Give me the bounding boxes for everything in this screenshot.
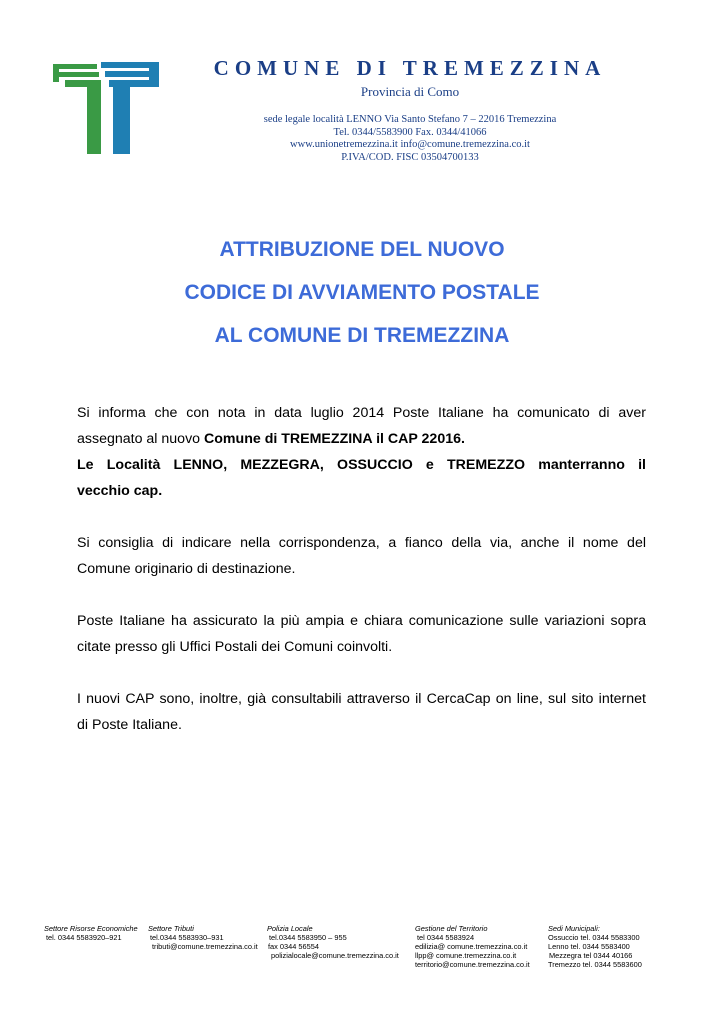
footer-col-line: Tremezzo tel. 0344 5583600 bbox=[548, 960, 642, 969]
footer-col-polizia bbox=[267, 924, 399, 960]
footer-offices bbox=[0, 924, 724, 974]
paragraph-3-line-2: citate presso gli Uffici Postali dei Comuni coinvolti. bbox=[77, 639, 393, 655]
footer-col-line: llpp@ comune.tremezzina.co.it bbox=[415, 951, 517, 960]
new-cap-statement: Comune di TREMEZZINA il CAP 22016. bbox=[204, 431, 465, 447]
title-line-2: CODICE DI AVVIAMENTO POSTALE bbox=[184, 281, 540, 304]
municipality-name: COMUNE DI TREMEZZINA bbox=[213, 56, 607, 80]
title-line-1: ATTRIBUZIONE DEL NUOVO bbox=[219, 238, 505, 261]
footer-col-line: tel. 0344 5583920–921 bbox=[46, 933, 122, 942]
footer-col-line: fax 0344 56554 bbox=[268, 942, 319, 951]
footer-col-sedi bbox=[548, 924, 642, 969]
paragraph-4 bbox=[77, 686, 646, 738]
title-line-3: AL COMUNE DI TREMEZZINA bbox=[214, 324, 510, 347]
footer-col-line: Ossuccio tel. 0344 5583300 bbox=[548, 933, 640, 942]
paragraph-4-line-2: di Poste Italiane. bbox=[77, 717, 182, 733]
paragraph-1-line-2 bbox=[77, 426, 646, 452]
paragraph-3-line-1: Poste Italiane ha assicurato la più ampia e chiara comunicazione sulle variazioni sopra bbox=[77, 613, 646, 629]
paragraph-3 bbox=[77, 608, 646, 660]
vat-line: P.IVA/COD. FISC 03504700133 bbox=[341, 151, 479, 163]
paragraph-2-line-2: Comune originario di destinazione. bbox=[77, 561, 296, 577]
footer-col-line: territorio@comune.tremezzina.co.it bbox=[415, 960, 530, 969]
footer-col-line: Lenno tel. 0344 5583400 bbox=[548, 942, 630, 951]
footer-col-line: tel.0344 5583950 – 955 bbox=[269, 933, 347, 942]
footer-col-title: Settore Risorse Economiche bbox=[44, 924, 138, 933]
web-email-line: www.unionetremezzina.it info@comune.tremezzina.co.it bbox=[290, 139, 530, 150]
paragraph-1-line-4: vecchio cap. bbox=[77, 483, 163, 499]
footer-col-line: edilizia@ comune.tremezzina.co.it bbox=[415, 942, 528, 951]
paragraph-1-line-1: Si informa che con nota in data luglio 2014 Poste Italiane ha comunicato di aver bbox=[77, 405, 646, 421]
paragraph-1-line-2-text: assegnato al nuovo bbox=[77, 431, 204, 447]
footer-col-line: polizialocale@comune.tremezzina.co.it bbox=[271, 951, 399, 960]
footer-col-line: tributi@comune.tremezzina.co.it bbox=[152, 942, 258, 951]
paragraph-2 bbox=[77, 530, 646, 582]
footer-col-title: Settore Tributi bbox=[148, 924, 194, 933]
municipality-logo bbox=[53, 58, 163, 156]
paragraph-2-line-1: Si consiglia di indicare nella corrispondenza, a fianco della via, anche il nome del bbox=[77, 535, 646, 551]
footer-col-title: Polizia Locale bbox=[267, 924, 313, 933]
tremezzina-logo-icon bbox=[53, 58, 163, 156]
footer-col-line: tel 0344 5583924 bbox=[417, 933, 475, 942]
footer-col-line: tel.0344 5583930–931 bbox=[150, 933, 224, 942]
phone-line: Tel. 0344/5583900 Fax. 0344/41066 bbox=[333, 126, 487, 138]
document-body bbox=[77, 400, 646, 738]
paragraph-1 bbox=[77, 400, 646, 504]
footer-col-line: Mezzegra tel 0344 40166 bbox=[549, 951, 633, 960]
paragraph-4-line-1: I nuovi CAP sono, inoltre, già consultabili attraverso il CercaCap on line, sul sito internet bbox=[77, 691, 646, 707]
footer-col-risorse bbox=[44, 924, 138, 942]
header-contact-info bbox=[170, 114, 650, 164]
footer-col-title: Gestione del Territorio bbox=[415, 924, 488, 933]
document-title bbox=[0, 228, 724, 357]
footer-col-title: Sedi Municipali: bbox=[548, 924, 600, 933]
paragraph-1-line-3: Le Località LENNO, MEZZEGRA, OSSUCCIO e TREMEZZO manterranno il bbox=[77, 457, 646, 473]
footer-col-tributi bbox=[148, 924, 258, 951]
province-name: Provincia di Como bbox=[360, 84, 460, 99]
address-line: sede legale località LENNO Via Santo Stefano 7 – 22016 Tremezzina bbox=[263, 114, 557, 125]
footer-col-territorio bbox=[415, 924, 530, 969]
